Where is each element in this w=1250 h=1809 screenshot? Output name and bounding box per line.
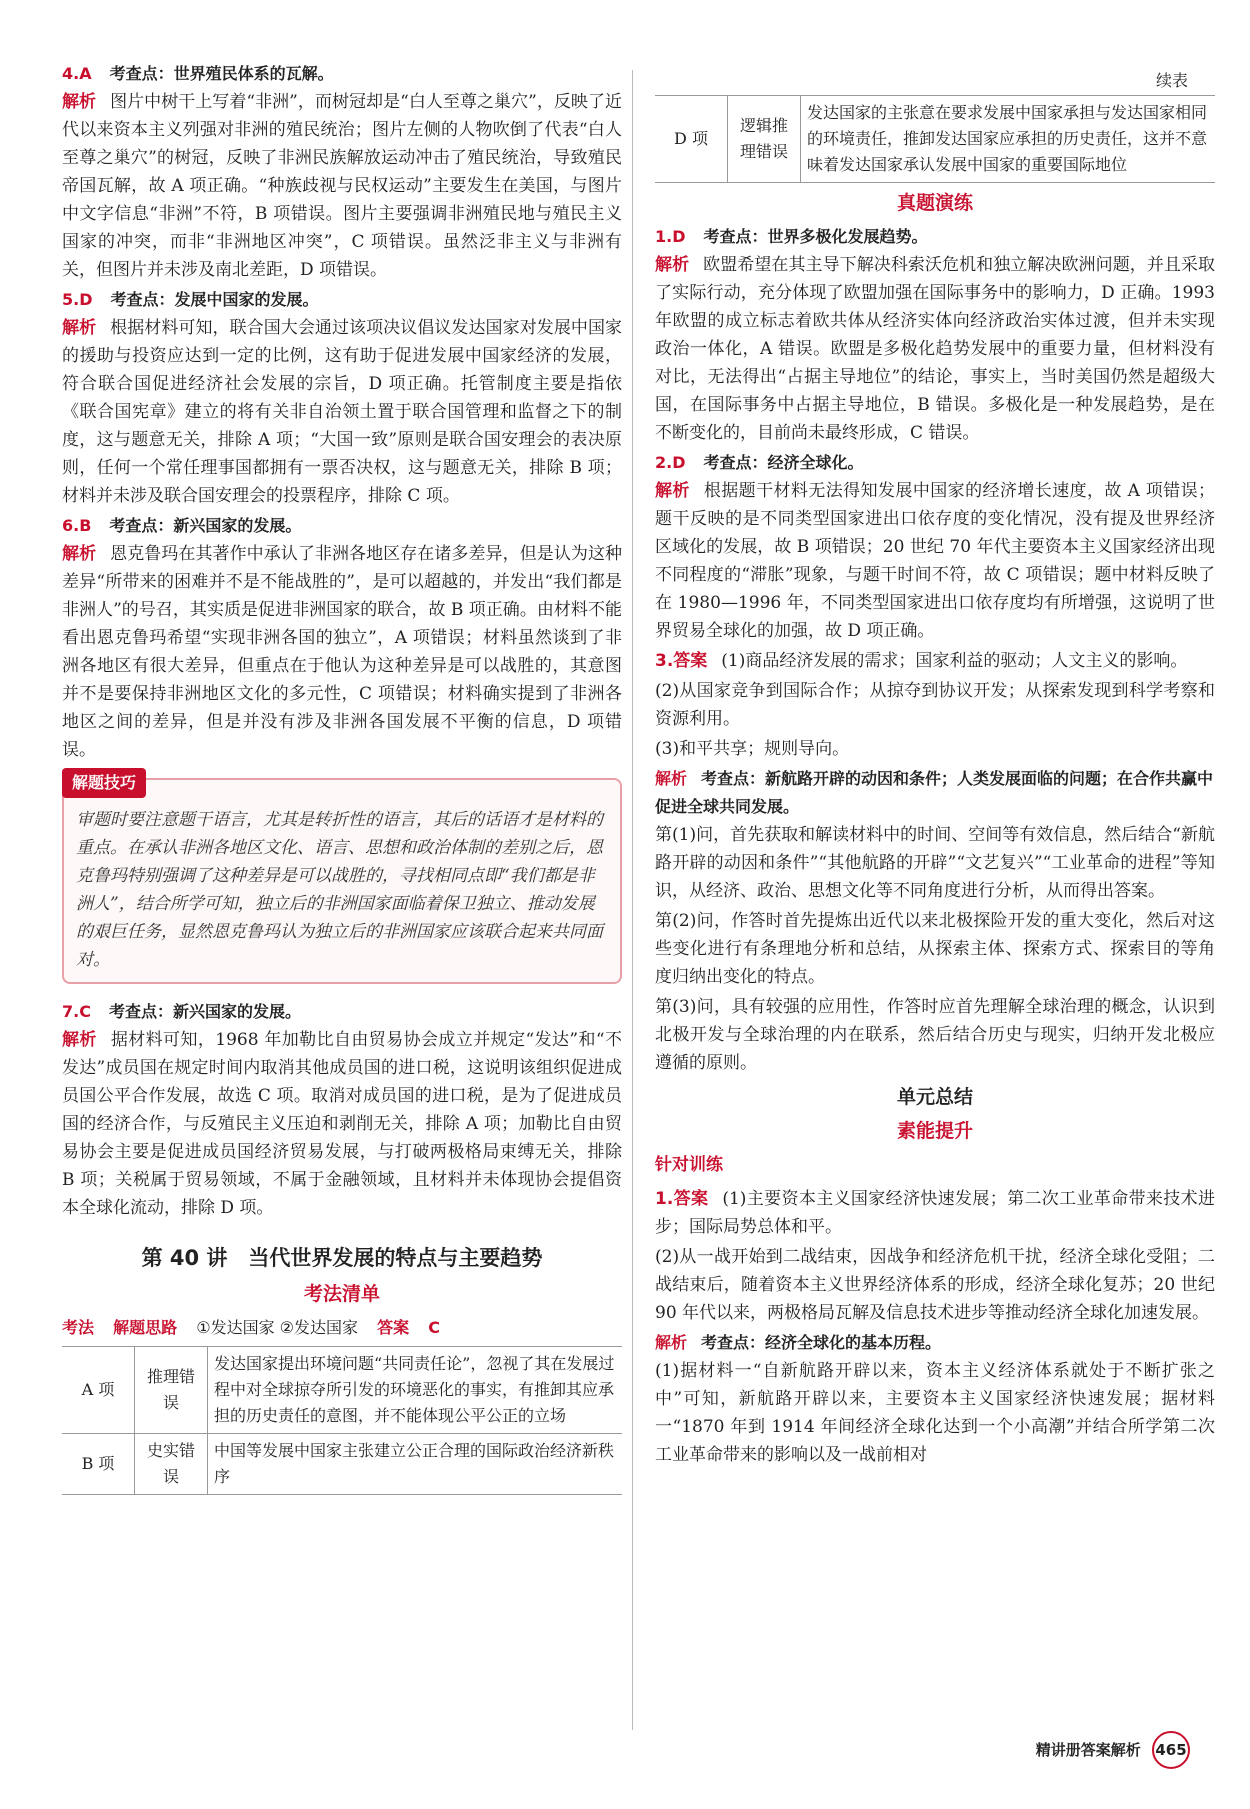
- r3-p2: 第(2)问，作答时首先提炼出近代以来北极探险开发的重大变化，然后对这些变化进行有条理地分析和总结，从探索主体、探索方式、探索目的等角度归纳出变化的特点。: [655, 911, 1215, 987]
- r3-answer: 3.答案 (1)商品经济发展的需求；国家利益的驱动；人文主义的影响。: [655, 651, 1188, 671]
- training-label: 针对训练: [655, 1155, 723, 1175]
- page-footer: 精讲册答案解析 465: [1036, 1731, 1190, 1769]
- continued-table: [655, 95, 1215, 183]
- q7-head: 7.C 考查点：新兴国家的发展。: [62, 1002, 301, 1021]
- analysis-table: [62, 1346, 622, 1495]
- tip-text: 审题时要注意题干语言，尤其是转折性的语言，其后的话语才是材料的重点。在承认非洲各地区文化、语言、思想和政治体制的差别之后，恩克鲁玛特别强调了这种差异是可以战胜的，寻找相同点即“我们都是非洲人”，结合所学可知，独立后的非洲国家面临着保卫独立、推动发展的艰巨任务，显然恩克鲁玛认为独立后的非洲国家应该联合起来共同面对。: [76, 810, 603, 970]
- r2-head: 2.D 考查点：经济全球化。: [655, 453, 864, 472]
- page-number: 465: [1152, 1731, 1190, 1769]
- t1-p1: (1)据材料一“自新航路开辟以来，资本主义经济体系就处于不断扩张之中”可知，新航路开辟以来，主要资本主义国家经济快速发展；据材料一“1870 年到 1914 年间经济全球化达到一个小高潮”并结合所学第二次工业革命带来的影响以及一战前相对: [655, 1361, 1215, 1465]
- q5-head: 5.D 考查点：发展中国家的发展。: [62, 290, 319, 309]
- q4-head: 4.A 考查点：世界殖民体系的瓦解。: [62, 64, 334, 83]
- table-row: D 项 逻辑推理错误 发达国家的主张意在要求发展中国家承担与发达国家相同的环境责任，推卸发达国家应承担的历史责任，这并不意味着发达国家承认发展中国家的重要国际地位: [655, 96, 1215, 183]
- t1-answer: 1.答案 (1)主要资本主义国家经济快速发展；第二次工业革命带来技术进步；国际局势总体和平。: [655, 1189, 1215, 1237]
- right-column: [655, 95, 1215, 1471]
- t1-head: 解析 考查点：经济全球化的基本历程。: [655, 1333, 942, 1352]
- section-banner: 真题演练: [896, 192, 973, 214]
- q6-analysis: 解析 恩克鲁玛在其著作中承认了非洲各地区存在诸多差异，但是认为这种差异“所带来的困难并不是不能战胜的”，是可以超越的，并发出“我们都是非洲人”的号召，其实质是促进非洲国家的联合，故 B 项正确。由材料不能看出恩克鲁玛希望“实现非洲各国的独立”，A 项错误；材料虽然谈到了非洲各地区有很大差异，但重点在于他认为这种差异是可以战胜的，其意图并不是要保持非洲地区文化的多元性，C 项错误；材料确实提到了非洲各地区之间的差异，但是并没有涉及非洲各国发展不平衡的信息，D 项错误。: [62, 544, 623, 760]
- r3-answer-2: (2)从国家竞争到国际合作；从掠夺到协议开发；从探索发现到科学考察和资源利用。: [655, 681, 1215, 729]
- table-row: B 项 史实错误 中国等发展中国家主张建立公正合理的国际政治经济新秩序: [62, 1434, 622, 1495]
- q4-analysis: 解析 图片中树干上写着“非洲”，而树冠却是“白人至尊之巢穴”，反映了近代以来资本主义列强对非洲的殖民统治；图片左侧的人物吹倒了代表“白人至尊之巢穴”的树冠，反映了非洲民族解放运动冲击了殖民统治，导致殖民帝国瓦解，故 A 项正确。“种族歧视与民权运动”主要发生在美国，与图片中文字信息“非洲”不符，B 项错误。图片主要强调非洲殖民地与殖民主义国家的冲突，而非“非洲地区冲突”，C 项错误。虽然泛非主义与非洲有关，但图片并未涉及南北差距，D 项错误。: [62, 92, 623, 280]
- r1-head: 1.D 考查点：世界多极化发展趋势。: [655, 227, 928, 246]
- q6-head: 6.B 考查点：新兴国家的发展。: [62, 516, 302, 535]
- r1-analysis: 解析 欧盟希望在其主导下解决科索沃危机和独立解决欧洲问题，并且采取了实际行动，充分体现了欧盟加强在国际事务中的影响力，D 正确。1993 年欧盟的成立标志着欧共体从经济实体向经济政治实体过渡，但并未实现政治一体化，A 错误。欧盟是多极化趋势发展中的重要力量，但材料没有对比，无法得出“占据主导地位”的结论，事实上，当时美国仍然是超级大国，在国际事务中占据主导地位，B 错误。多极化是一种发展趋势，是在不断变化的，目前尚未最终形成，C 错误。: [655, 255, 1216, 443]
- unit-subtitle: 素能提升: [896, 1120, 973, 1142]
- continued-label: 续表: [1155, 71, 1188, 90]
- unit-summary: 单元总结: [896, 1086, 973, 1108]
- r3-p1: 第(1)问，首先获取和解读材料中的时间、空间等有效信息，然后结合“新航路开辟的动因和条件”“其他航路的开辟”“文艺复兴”“工业革命的进程”等知识，从经济、政治、思想文化等不同角度进行分析，从而得出答案。: [655, 825, 1215, 901]
- r3-p3: 第(3)问，具有较强的应用性，作答时应首先理解全球治理的概念，认识到北极开发与全球治理的内在联系，然后结合历史与现实，归纳开发北极应遵循的原则。: [655, 997, 1215, 1073]
- column-divider: [632, 70, 633, 1730]
- t1-answer-2: (2)从一战开始到二战结束，因战争和经济危机干扰，经济全球化受阻；二战结束后，随着资本主义世界经济体系的形成，经济全球化复苏；20 世纪 90 年代以来，两极格局瓦解及信息技术进步等推动经济全球化加速发展。: [655, 1247, 1215, 1323]
- solving-tip-box: 解题技巧 审题时要注意题干语言，尤其是转折性的语言，其后的话语才是材料的重点。在承认非洲各地区文化、语言、思想和政治体制的差别之后，恩克鲁玛特别强调了这种差异是可以战胜的，寻找相同点即“我们都是非洲人”，结合所学可知，独立后的非洲国家面临着保卫独立、推动发展的艰巨任务，显然恩克鲁玛认为独立后的非洲国家应该联合起来共同面对。: [62, 778, 622, 984]
- q7-analysis: 解析 据材料可知，1968 年加勒比自由贸易协会成立并规定“发达”和“不发达”成员国在规定时间内取消其他成员国的进口税，这说明该组织促进成员国公平合作发展，故选 C 项。取消对成员国的进口税，是为了促进成员国的经济合作，与反殖民主义压迫和剥削无关，排除 A 项；加勒比自由贸易协会主要是促进成员国经济贸易发展，与打破两极格局束缚无关，排除 B 项；关税属于贸易领域，不属于金融领域，且材料并未体现协会提倡资本全球化流动，排除 D 项。: [62, 1030, 623, 1218]
- r2-analysis: 解析 根据题干材料无法得知发展中国家的经济增长速度，故 A 项错误；题干反映的是不同类型国家进出口依存度的变化情况，没有提及世界经济区域化的发展，故 B 项错误；20 世纪 70 年代主要资本主义国家经济出现不同程度的“滞胀”现象，与题干时间不符，故 C 项错误；题中材料反映了在 1980—1996 年，不同类型国家进出口依存度均有所增强，这说明了世界贸易全球化的加强，故 D 项正确。: [655, 481, 1216, 641]
- lecture-title: 第 40 讲 当代世界发展的特点与主要趋势: [141, 1246, 543, 1270]
- left-column: [62, 60, 622, 1495]
- table-row: A 项 推理错误 发达国家提出环境问题“共同责任论”，忽视了其在发展过程中对全球掠夺所引发的环境恶化的事实，有推卸其应承担的历史责任的意图，并不能体现公平公正的立场: [62, 1347, 622, 1434]
- section-banner: 考法清单: [303, 1283, 380, 1305]
- r3-answer-3: (3)和平共享；规则导向。: [655, 739, 850, 759]
- q5-analysis: 解析 根据材料可知，联合国大会通过该项决议倡议发达国家对发展中国家的援助与投资应达到一定的比例，这有助于促进发展中国家经济的发展，符合联合国促进经济社会发展的宗旨，D 项正确。托管制度主要是指依《联合国宪章》建立的将有关非自治领土置于联合国管理和监督之下的制度，这与题意无关，排除 A 项；“大国一致”原则是联合国安理会的表决原则，任何一个常任理事国都拥有一票否决权，这与题意无关，排除 B 项；材料并未涉及联合国安理会的投票程序，排除 C 项。: [62, 318, 623, 506]
- key-line: 考法 解题思路 ①发达国家 ②发达国家 答案 C: [62, 1318, 440, 1337]
- r3-head: 解析 考查点：新航路开辟的动因和条件；人类发展面临的问题；在合作共赢中促进全球共同发展。: [655, 769, 1214, 816]
